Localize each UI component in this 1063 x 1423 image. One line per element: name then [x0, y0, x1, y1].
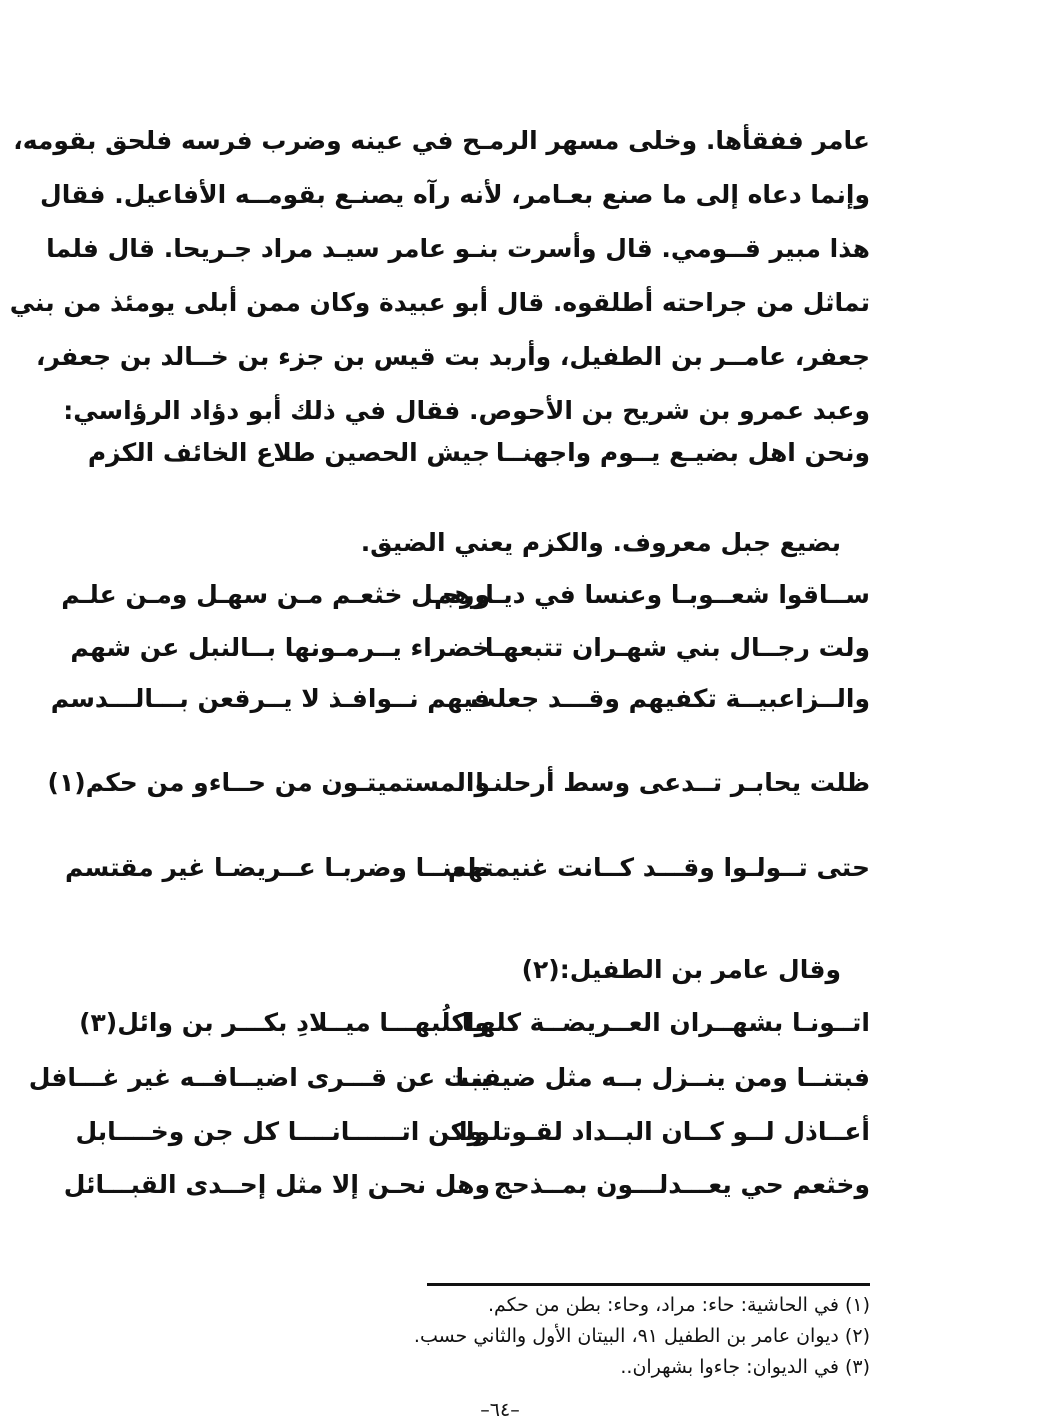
- prose-paragraph: [9, 114, 870, 438]
- verse-line: [63, 1162, 870, 1206]
- prose-line: وإنما دعاه إلى ما صنع بعـامر، لأنه رآه يصنـع بقومــه الأفاعيل. فقال: [40, 180, 870, 209]
- verse-line: [61, 572, 870, 616]
- verse-second-hemistich: طعنــا وضربـا عــريضـا غير مقتسم: [65, 852, 490, 882]
- verse-second-hemistich: خضراء يــرمـونها بــالنبل عن شهم: [70, 632, 490, 662]
- verse-second-hemistich: واكلُبهـــا ميــلادِ بكـــر بن وائل(٣): [79, 1007, 490, 1037]
- poem-intro: وقال عامر بن الطفيل:(٢): [521, 955, 841, 984]
- verse-line: [79, 1000, 870, 1044]
- footnote: (١) في الحاشية: حاء: مراد، وحاء: بطن من حكم.: [488, 1294, 870, 1316]
- footnote-divider: [427, 1283, 870, 1286]
- verse-second-hemistich: ولكن اتــــــانــــا كل جن وخــــابل: [75, 1116, 490, 1146]
- prose-line: عامر ففقأها. وخلى مسهر الرمـح في عينه وضرب فرسه فلحق بقومه،: [13, 126, 870, 155]
- prose-line: تماثل من جراحته أطلقوه. قال أبو عبيدة وكان ممن أبلى يومئذ من بني: [9, 288, 870, 317]
- footnote: (٢) ديوان عامر بن الطفيل ٩١، البيتان الأول والثاني حسب.: [413, 1325, 870, 1347]
- verse-first-hemistich: حتى تــولـوا وقـــد كــانت غنيمتهم: [447, 852, 870, 882]
- verse-second-hemistich: وهل نحـن إلا مثل إحــدى القبـــائل: [63, 1169, 490, 1199]
- verse-first-hemistich: ولت رجــال بني شهـران تتبعهـا: [484, 632, 870, 662]
- verse-first-hemistich: ســاقوا شعــوبـا وعنسا في ديـارهم: [433, 579, 870, 609]
- verse-first-hemistich: أعــاذل لــو كــان البــداد لقـوتلـوا: [458, 1116, 870, 1146]
- prose-line: وعبد عمرو بن شريح بن الأحوص. فقال في ذلك أبو دؤاد الرؤاسي:: [63, 396, 870, 425]
- verse-first-hemistich: وخثعم حي يعـــدلـــون بمــذحج: [493, 1169, 870, 1199]
- verse-line: [47, 760, 870, 804]
- verse-second-hemistich: والمستميتـون من حــاءو من حكم(١): [47, 767, 490, 797]
- verse-line: [50, 676, 870, 720]
- verse-first-hemistich: فبتنــا ومن ينــزل بــه مثل ضيفنـا: [455, 1062, 870, 1092]
- verse-line: [75, 1109, 870, 1153]
- verse-line: [87, 430, 870, 474]
- verse-first-hemistich: اتــونـا بشهــران العــريضــة كلهـا: [461, 1007, 870, 1037]
- prose-line: هذا مبير قــومي. قال وأسرت بنـو عامر سيـد مراد جـريحا. قال فلما: [46, 234, 870, 263]
- gloss-note: بضيع جبل معروف. والكزم يعني الضيق.: [360, 528, 841, 557]
- verse-second-hemistich: ورجـل خثعـم مـن سهـل ومـن علـم: [61, 579, 490, 609]
- prose-line: جعفر، عامــر بن الطفيل، وأربد بت قيس بن جزء بن خــالد بن جعفر،: [36, 342, 870, 371]
- verse-line: [28, 1055, 870, 1099]
- verse-second-hemistich: جيش الحصين طلاع الخائف الكزم: [87, 437, 490, 467]
- verse-first-hemistich: ظلت يحابـر تــدعى وسط أرحلنـا: [475, 767, 870, 797]
- verse-second-hemistich: يبت عن قـــرى اضيــافــه غير غـــافل: [28, 1062, 490, 1092]
- footnote: (٣) في الديوان: جاءوا بشهران..: [620, 1356, 870, 1378]
- page-number: –٦٤–: [480, 1399, 520, 1421]
- verse-line: [70, 625, 870, 669]
- verse-line: [65, 845, 870, 889]
- footnotes: [310, 1290, 870, 1383]
- verse-second-hemistich: فيهم نــوافـذ لا يــرقعن بـــالـــدسم: [50, 683, 490, 713]
- verse-first-hemistich: ونحن اهل بضيـع يــوم واجهنــا: [495, 437, 870, 467]
- verse-first-hemistich: والــزاعبيــة تكفيهم وقـــد جعلت: [470, 683, 870, 713]
